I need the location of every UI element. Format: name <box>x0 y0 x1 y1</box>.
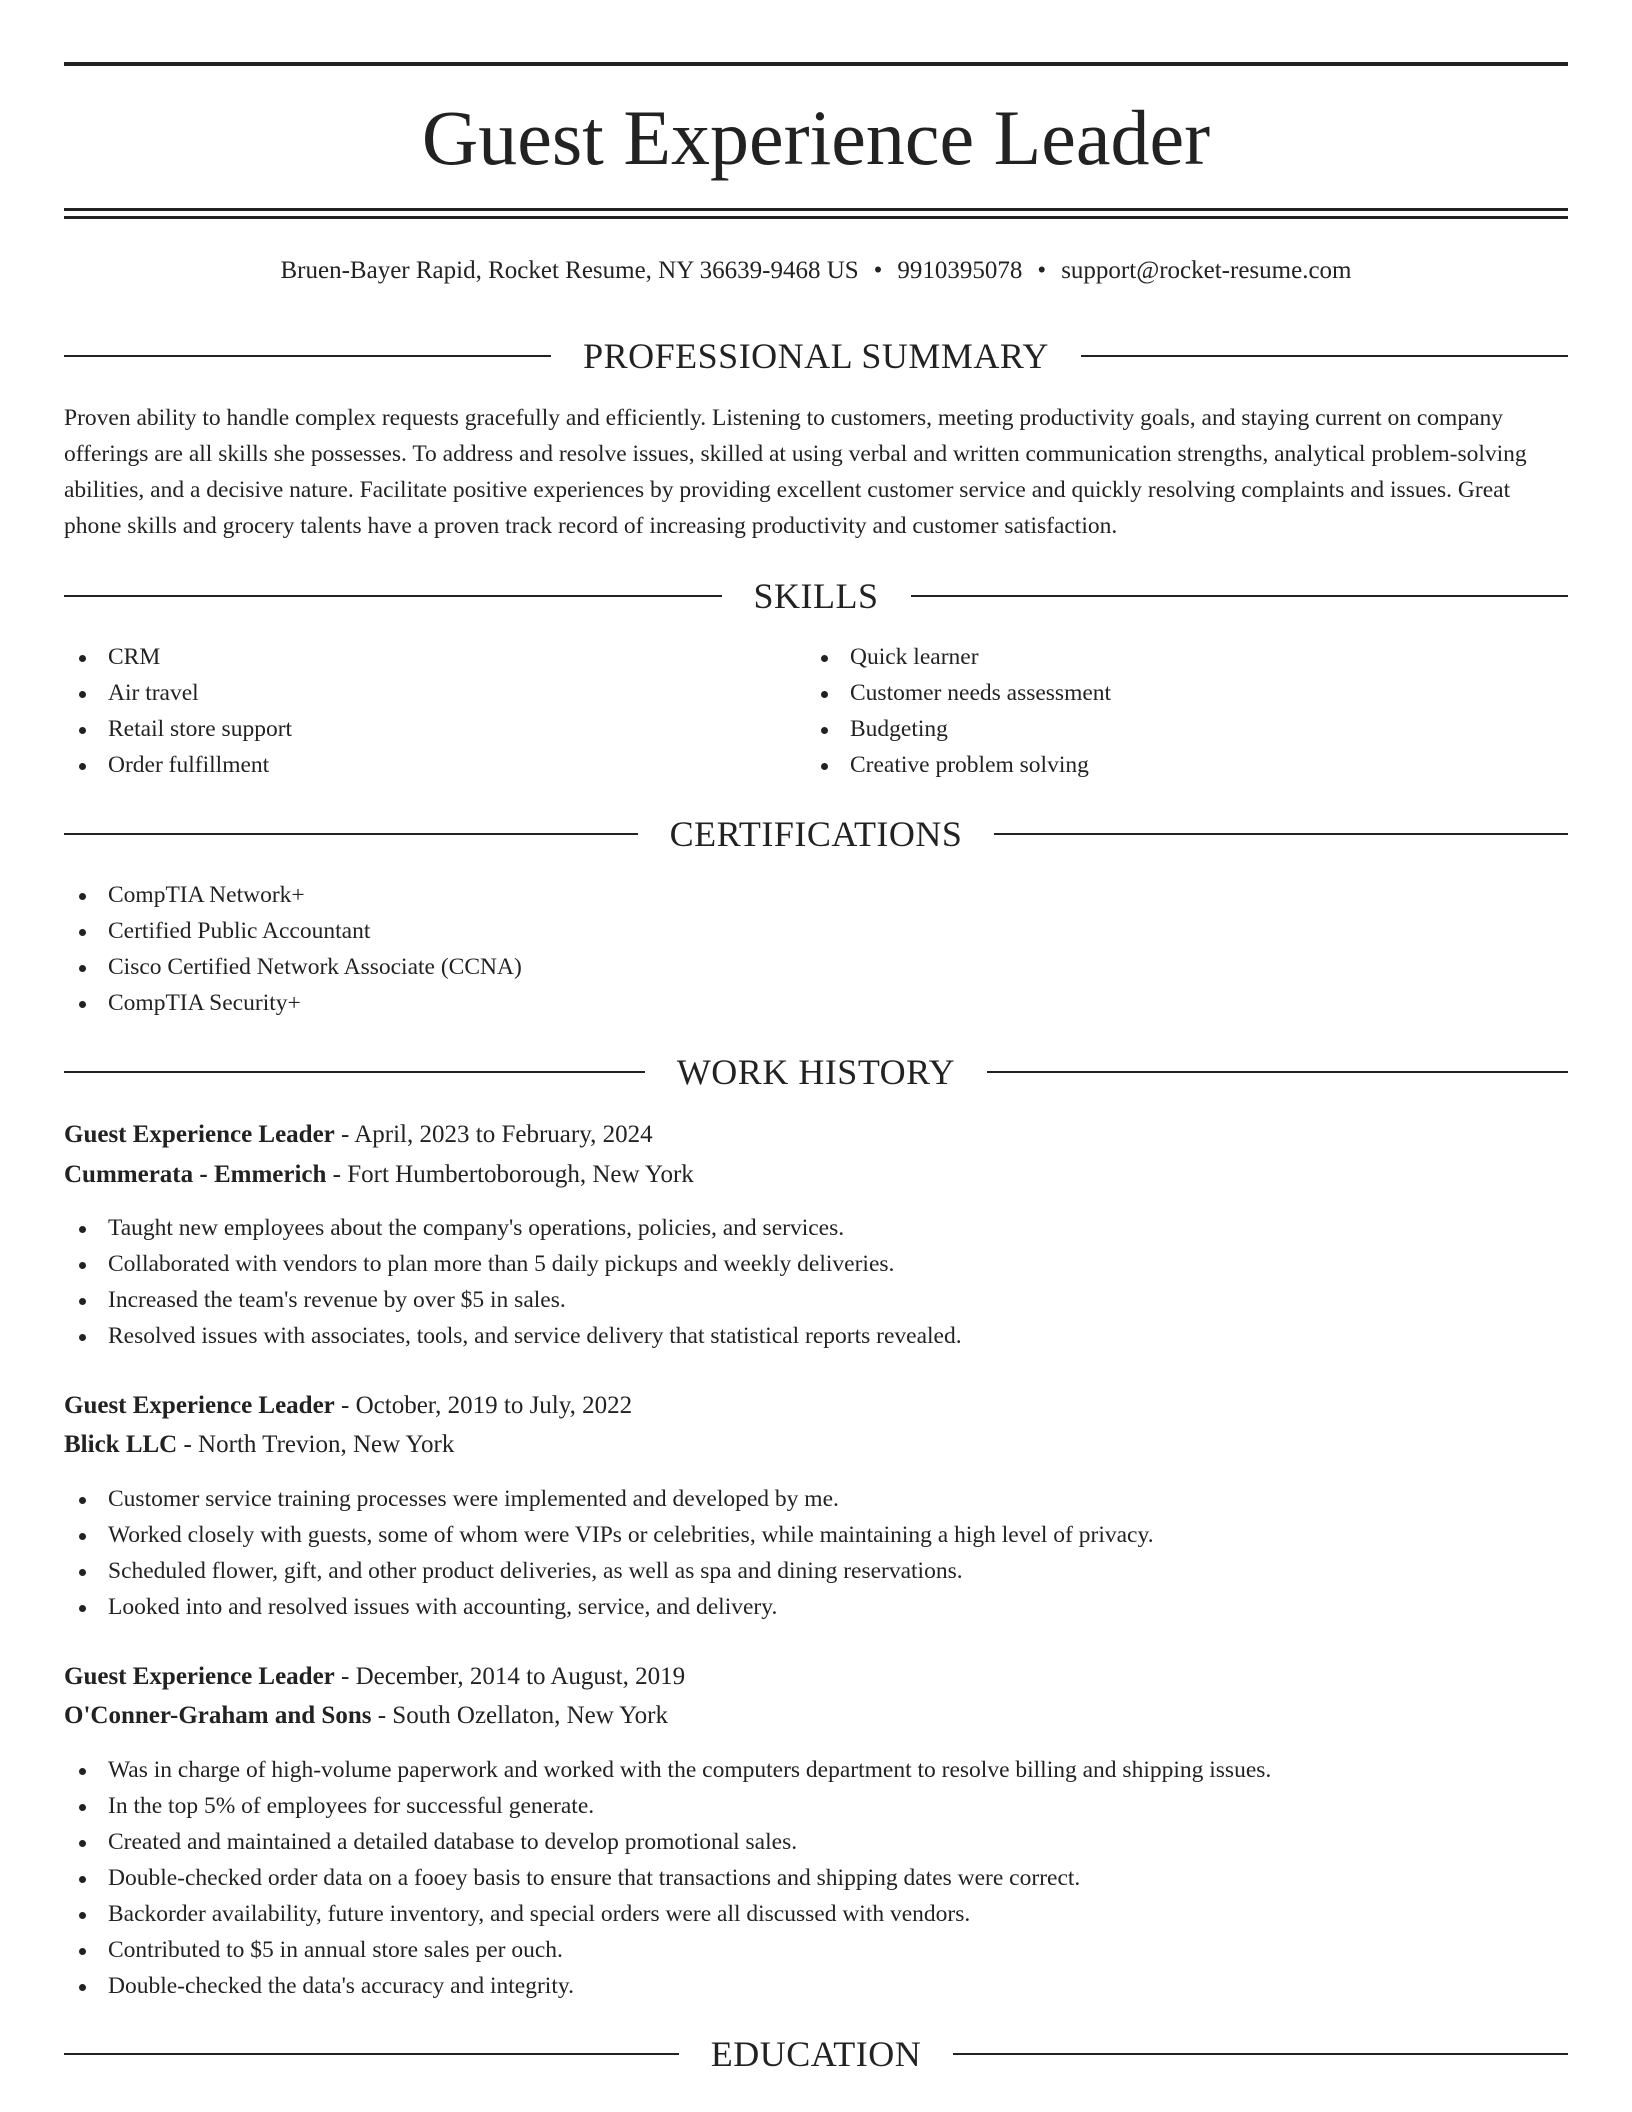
contact-phone: 9910395078 <box>897 257 1023 284</box>
job-bullet: Collaborated with vendors to plan more than 5 daily pickups and weekly deliveries. <box>64 1246 962 1282</box>
section-rule-right <box>953 2053 1568 2055</box>
section-title-summary: PROFESSIONAL SUMMARY <box>583 336 1049 376</box>
job-title-line <box>64 1387 1568 1425</box>
skill-item: Budgeting <box>806 711 1111 747</box>
job-bullets <box>64 1752 1271 2004</box>
job-bullet: Customer service training processes were implemented and developed by me. <box>64 1481 1154 1517</box>
job-company: O'Conner-Graham and Sons <box>64 1702 372 1729</box>
skill-item: Quick learner <box>806 639 1111 675</box>
section-rule-right <box>911 595 1569 597</box>
skills-list-right <box>806 639 1111 783</box>
section-rule-left <box>64 2053 679 2055</box>
header-double-rule-upper <box>64 208 1568 211</box>
job-company-line <box>64 1426 1568 1464</box>
section-title-education: EDUCATION <box>710 2034 922 2074</box>
section-title-skills: SKILLS <box>753 576 879 616</box>
job-bullets <box>64 1210 962 1354</box>
job-dates: - October, 2019 to July, 2022 <box>341 1392 633 1419</box>
contact-separator: • <box>1037 257 1047 284</box>
section-rule-left <box>64 595 722 597</box>
certification-item: Certified Public Accountant <box>64 913 522 949</box>
contact-separator: • <box>873 257 883 284</box>
job-title: Guest Experience Leader <box>64 1121 335 1148</box>
section-rule-right <box>994 833 1568 835</box>
certification-item: Cisco Certified Network Associate (CCNA) <box>64 949 522 985</box>
section-header-certifications <box>64 812 1568 856</box>
job-bullet: Contributed to $5 in annual store sales per ouch. <box>64 1932 1271 1968</box>
summary-paragraph: Proven ability to handle complex requests gracefully and efficiently. Listening to customers, meeting productivity goals, and staying current on company offerings are all skills she possesses. To address and resolve issues, skilled at using verbal and written communication strengths, analytical problem-solving abilities, and a decisive nature. Facilitate positive experiences by providing excellent customer service and quickly resolving complaints and issues. Great phone skills and grocery talents have a proven track record of increasing productivity and customer satisfaction. <box>64 405 1527 539</box>
job-bullet: Was in charge of high-volume paperwork and worked with the computers department to resolve billing and shipping issues. <box>64 1752 1271 1788</box>
job-bullet: Resolved issues with associates, tools, and service delivery that statistical reports revealed. <box>64 1318 962 1354</box>
job-company-line <box>64 1697 1568 1735</box>
section-rule-right <box>987 1071 1568 1073</box>
job-title: Guest Experience Leader <box>64 1392 335 1419</box>
job-title-line <box>64 1658 1568 1696</box>
job-bullet: Looked into and resolved issues with accounting, service, and delivery. <box>64 1589 1154 1625</box>
section-header-work-history <box>64 1050 1568 1094</box>
job-bullets <box>64 1481 1154 1625</box>
section-header-skills <box>64 574 1568 618</box>
job-bullet: Created and maintained a detailed database to develop promotional sales. <box>64 1824 1271 1860</box>
contact-line <box>64 254 1568 288</box>
skill-item: CRM <box>64 639 292 675</box>
job-company: Cummerata - Emmerich <box>64 1161 327 1188</box>
job-bullet: Taught new employees about the company's operations, policies, and services. <box>64 1210 962 1246</box>
job-company-line <box>64 1156 1568 1194</box>
contact-email: support@rocket-resume.com <box>1061 257 1352 284</box>
section-rule-left <box>64 833 638 835</box>
job-bullet: Double-checked order data on a fooey basis to ensure that transactions and shipping dates were correct. <box>64 1860 1271 1896</box>
contact-address: Bruen-Bayer Rapid, Rocket Resume, NY 36639-9468 US <box>280 257 859 284</box>
job-location: - Fort Humbertoborough, New York <box>332 1161 694 1188</box>
skill-item: Retail store support <box>64 711 292 747</box>
skill-item: Order fulfillment <box>64 747 292 783</box>
skill-item: Creative problem solving <box>806 747 1111 783</box>
job-title-line <box>64 1116 1568 1154</box>
certifications-list <box>64 877 522 1021</box>
section-rule-left <box>64 1071 645 1073</box>
skills-list-left <box>64 639 292 783</box>
job-bullet: Double-checked the data's accuracy and integrity. <box>64 1968 1271 2004</box>
job-title: Guest Experience Leader <box>64 1663 335 1690</box>
skill-item: Air travel <box>64 675 292 711</box>
header-top-rule <box>64 62 1568 66</box>
job-bullet: Scheduled flower, gift, and other product deliveries, as well as spa and dining reservations. <box>64 1553 1154 1589</box>
job-location: - South Ozellaton, New York <box>377 1702 668 1729</box>
job-company: Blick LLC <box>64 1431 178 1458</box>
resume-title: Guest Experience Leader <box>421 94 1211 181</box>
skill-item: Customer needs assessment <box>806 675 1111 711</box>
job-dates: - December, 2014 to August, 2019 <box>341 1663 686 1690</box>
job-bullet: Backorder availability, future inventory, and special orders were all discussed with vendors. <box>64 1896 1271 1932</box>
certification-item: CompTIA Security+ <box>64 985 522 1021</box>
section-rule-right <box>1081 355 1568 357</box>
section-title-work-history: WORK HISTORY <box>676 1052 956 1092</box>
job-location: - North Trevion, New York <box>183 1431 455 1458</box>
section-title-certifications: CERTIFICATIONS <box>669 814 963 854</box>
header-double-rule-lower <box>64 216 1568 219</box>
job-bullet: Increased the team's revenue by over $5 in sales. <box>64 1282 962 1318</box>
job-dates: - April, 2023 to February, 2024 <box>341 1121 653 1148</box>
section-header-education <box>64 2032 1568 2076</box>
job-bullet: In the top 5% of employees for successful generate. <box>64 1788 1271 1824</box>
section-rule-left <box>64 355 551 357</box>
certification-item: CompTIA Network+ <box>64 877 522 913</box>
section-header-summary <box>64 334 1568 378</box>
job-bullet: Worked closely with guests, some of whom were VIPs or celebrities, while maintaining a high level of privacy. <box>64 1517 1154 1553</box>
